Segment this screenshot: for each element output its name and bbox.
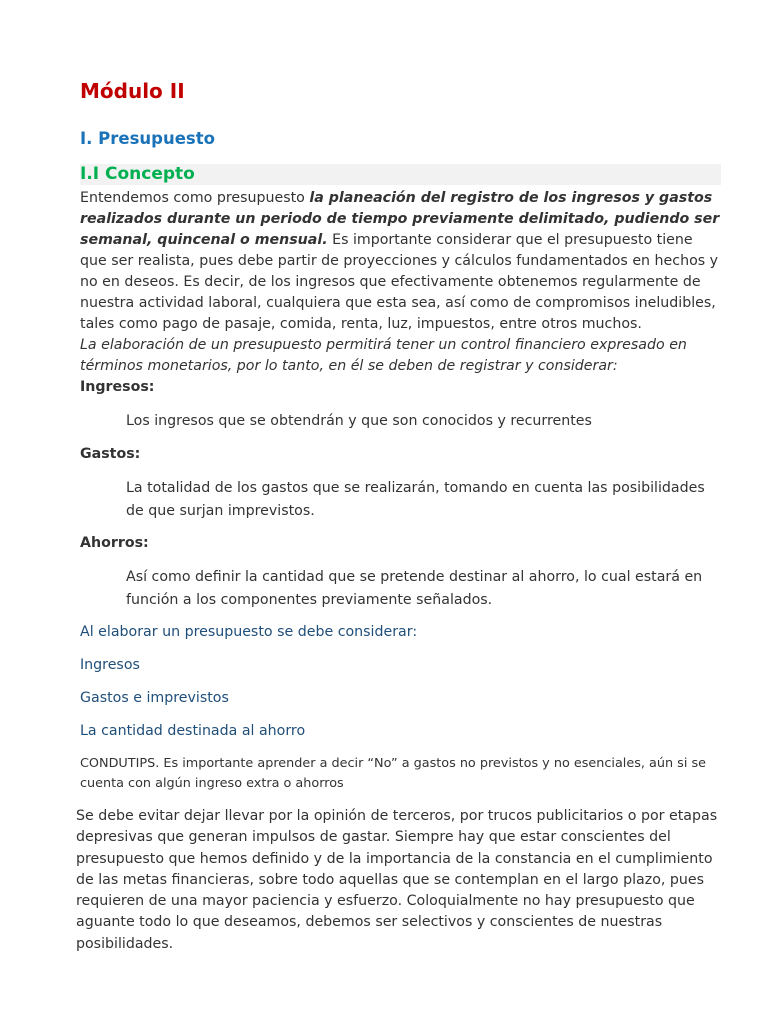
subsection-heading: I.I Concepto — [80, 164, 195, 184]
gastos-text: La totalidad de los gastos que se realizarán, tomando en cuenta las posibilidades de que surjan imprevistos. — [126, 480, 705, 519]
ahorros-label: Ahorros: — [80, 535, 149, 551]
consider-item-ingresos: Ingresos — [80, 657, 140, 673]
italic-note: La elaboración de un presupuesto permitirá tener un control financiero expresado en términos monetarios, por lo tanto, en él se deben de registrar y considerar: — [80, 337, 687, 374]
ahorros-text: Así como definir la cantidad que se pretende destinar al ahorro, lo cual estará en función a los componentes previamente señalados. — [126, 569, 703, 608]
section-heading: I. Presupuesto — [80, 129, 215, 148]
consider-item-gastos: Gastos e imprevistos — [80, 690, 229, 706]
module-title: Módulo II — [80, 79, 185, 103]
consider-heading: Al elaborar un presupuesto se debe considerar: — [80, 624, 418, 640]
condutips-note: CONDUTIPS. Es importante aprender a decir “No” a gastos no previstos y no esenciales, aún si se cuenta con algún ingreso extra o ahorros — [80, 756, 706, 791]
consider-item-ahorro: La cantidad destinada al ahorro — [80, 723, 306, 739]
intro-lead: Entendemos como presupuesto — [80, 190, 310, 206]
intro-definition: la planeación del registro de los ingresos y gastos realizados durante un periodo de tiempo previamente delimitado, pudiendo ser semanal, quincenal o mensual. — [80, 190, 720, 248]
intro-paragraph — [80, 188, 721, 335]
closing-paragraph: Se debe evitar dejar llevar por la opinión de terceros, por trucos publicitarios o por etapas depresivas que generan impulsos de gastar. Siempre hay que estar conscientes del presupuesto que hemos definido y de la importancia de la constancia en el cumplimiento de las metas financieras, sobre todo aquellas que se contemplan en el largo plazo, pues requieren de una mayor paciencia y esfuerzo. Coloquialmente no hay presupuesto que aguante todo lo que deseamos, debemos ser selectivos y conscientes de nuestras posibilidades. — [76, 808, 718, 952]
gastos-label: Gastos: — [80, 446, 141, 462]
ingresos-text: Los ingresos que se obtendrán y que son conocidos y recurrentes — [126, 413, 592, 429]
ingresos-label: Ingresos: — [80, 379, 155, 395]
intro-rest: Es importante considerar que el presupuesto tiene que ser realista, pues debe partir de proyecciones y cálculos fundamentados en hechos y no en deseos. Es decir, de los ingresos que efectivamente obtenemos regularmente de nuestra actividad laboral, cualquiera que esta sea, así como de compromisos ineludibles, tales como pago de pasaje, comida, renta, luz, impuestos, entre otros muchos. — [80, 232, 719, 332]
